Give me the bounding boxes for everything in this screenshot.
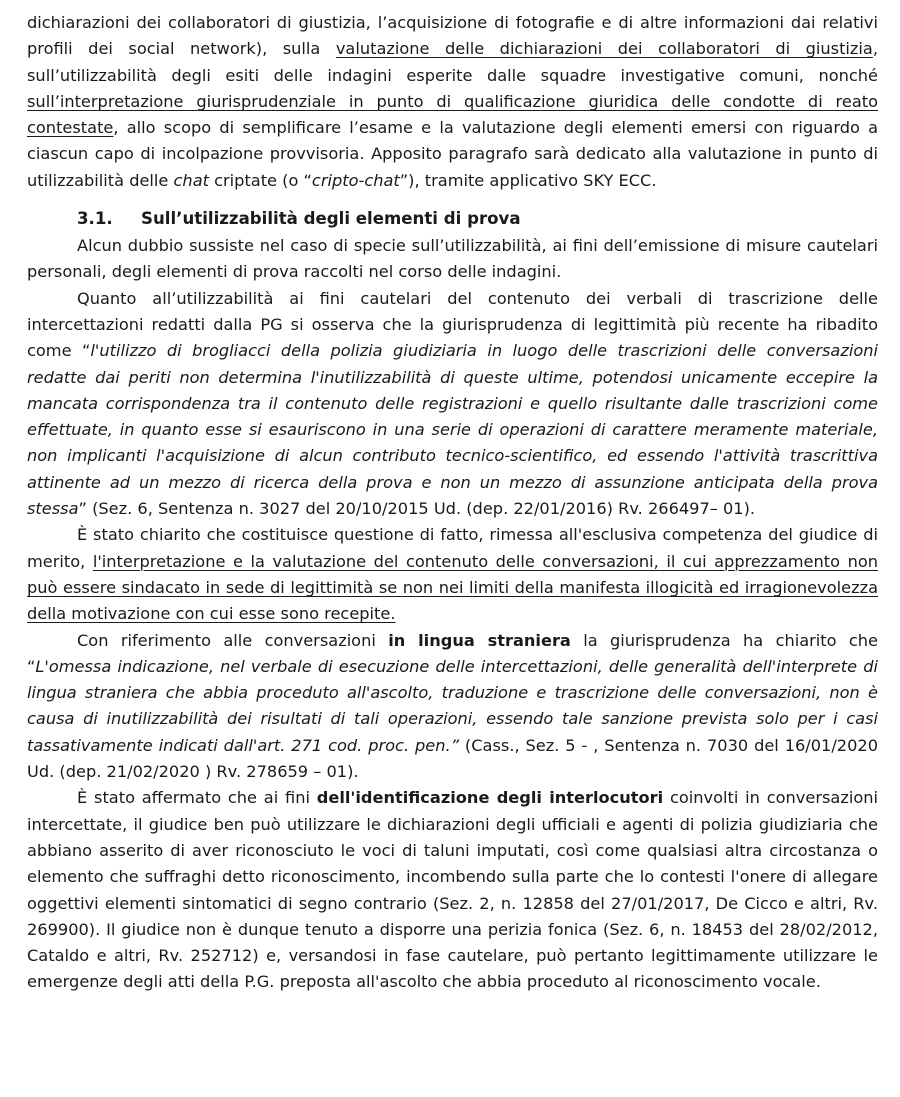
paragraph-doubt: Alcun dubbio sussiste nel caso di specie sull’utilizzabilità, ai fini dell’emissione di misure cautelari personali, degli elementi di prova raccolti nel corso delle indagini. (27, 236, 878, 282)
italic-quote: L'omessa indicazione, nel verbale di esecuzione delle intercettazioni, delle generalità dell'interprete di lingua straniera che abbia proceduto all'ascolto, traduzione e trascrizione delle conversazioni, non è causa di inutilizzabilità dei risultati di tali operazioni, essendo tale sanzione prevista solo per i casi tassativamente indicati dall'art. 271 cod. proc. pen.” (27, 656, 878, 755)
text-run: dichiarazioni dei collaboratori di giustizia, l’acquisizione di fotografie e di altre informazioni dai relativi profili dei social network), sulla (27, 13, 878, 59)
text-run: Con riferimento alle conversazioni (77, 630, 389, 650)
text-run: È stato affermato che ai fini (77, 788, 317, 808)
section-title: Sull’utilizzabilità degli elementi di prova (141, 209, 521, 229)
paragraph-transcripts (27, 286, 878, 523)
text-run: la giurisprudenza ha chiarito che “ (27, 630, 879, 676)
citation: ” (Sez. 6, Sentenza n. 3027 del 20/10/2015 Ud. (dep. 22/01/2016) Rv. 266497– 01). (78, 499, 756, 519)
section-heading (77, 206, 878, 232)
underlined-text: l'interpretazione e la valutazione del contenuto delle conversazioni, il cui apprezzamento non può essere sindacato in sede di legittimità se non nei limiti della manifesta illogicità ed irragionevolezza della motivazione con cui esse sono recepite. (27, 551, 878, 624)
text-run: È stato chiarito che costituisce questione di fatto, rimessa all'esclusiva competenza del giudice di merito, (27, 525, 878, 571)
text-run: ”), tramite applicativo SKY ECC. (399, 170, 657, 190)
text-run: , sull’utilizzabilità degli esiti delle indagini esperite dalle squadre investigative comuni, nonché (27, 39, 878, 85)
underlined-text: sull’interpretazione giurisprudenziale in punto di qualificazione giuridica delle condotte di reato contestate (27, 91, 878, 138)
citation: (Cass., Sez. 5 - , Sentenza n. 7030 del 16/01/2020 Ud. (dep. 21/02/2020 ) Rv. 278659 – 01). (27, 735, 879, 782)
text-run: coinvolti in conversazioni intercettate, il giudice ben può utilizzare le dichiarazioni degli ufficiali e agenti di polizia giudiziaria che abbiano asserito di aver riconosciuto le voci di taluni imputati, così come qualsiasi altra circostanza o elemento che suffraghi detto riconoscimento, incombendo sulla parte che lo contesti l'onere di allegare oggettivi elementi sintomatici di segno contrario (Sez. 2, n. 12858 del 27/01/2017, De Cicco e altri, Rv. 269900). Il giudice non è dunque tenuto a disporre una perizia fonica (Sez. 6, n. 18453 del 28/02/2012, Cataldo e altri, Rv. 252712) e, versandosi in fase cautelare, può pertanto legittimamente utilizzare le emergenze degli atti della P.G. preposta all'ascolto che abbia proceduto al riconoscimento vocale. (27, 788, 878, 992)
text-run: , allo scopo di semplificare l’esame e la valutazione degli elementi emersi con riguardo a ciascun capo di incolpazione provvisoria. Apposito paragrafo sarà dedicato alla valutazione in punto di utilizzabilità delle (27, 118, 878, 190)
bold-text: dell'identificazione degli interlocutori (316, 788, 664, 808)
paragraph-intro (27, 10, 878, 194)
section-number: 3.1. (77, 209, 113, 229)
underlined-text: valutazione delle dichiarazioni dei collaboratori di giustizia (335, 39, 873, 59)
text-run: Quanto all’utilizzabilità ai fini cautelari del contenuto dei verbali di trascrizione delle intercettazioni redatti dalla PG si osserva che la giurisprudenza di legittimità più recente ha ribadito come “ (27, 288, 878, 361)
paragraph-identification (27, 785, 878, 995)
text-run: criptate (o “ (208, 170, 312, 190)
paragraph-interpretation (27, 522, 878, 627)
italic-text: cripto-chat (311, 170, 400, 190)
bold-text: in lingua straniera (388, 630, 571, 650)
italic-quote: l'utilizzo di brogliacci della polizia giudiziaria in luogo delle trascrizioni delle conversazioni redatte dai periti non determina l'inutilizzabilità di queste ultime, potendosi unicamente eccepire la mancata corrispondenza tra il contenuto delle registrazioni e quello risultante dalle trascrizioni come effettuate, in quanto esse si esauriscono in una serie di operazioni di carattere meramente materiale, non implicanti l'acquisizione di alcun contributo tecnico-scientifico, ed essendo l'attività trascrittiva attinente ad un mezzo di ricerca della prova e non un mezzo di assunzione anticipata della prova stessa (27, 341, 878, 519)
paragraph-foreign-language (27, 628, 878, 786)
italic-text: chat (173, 170, 209, 190)
